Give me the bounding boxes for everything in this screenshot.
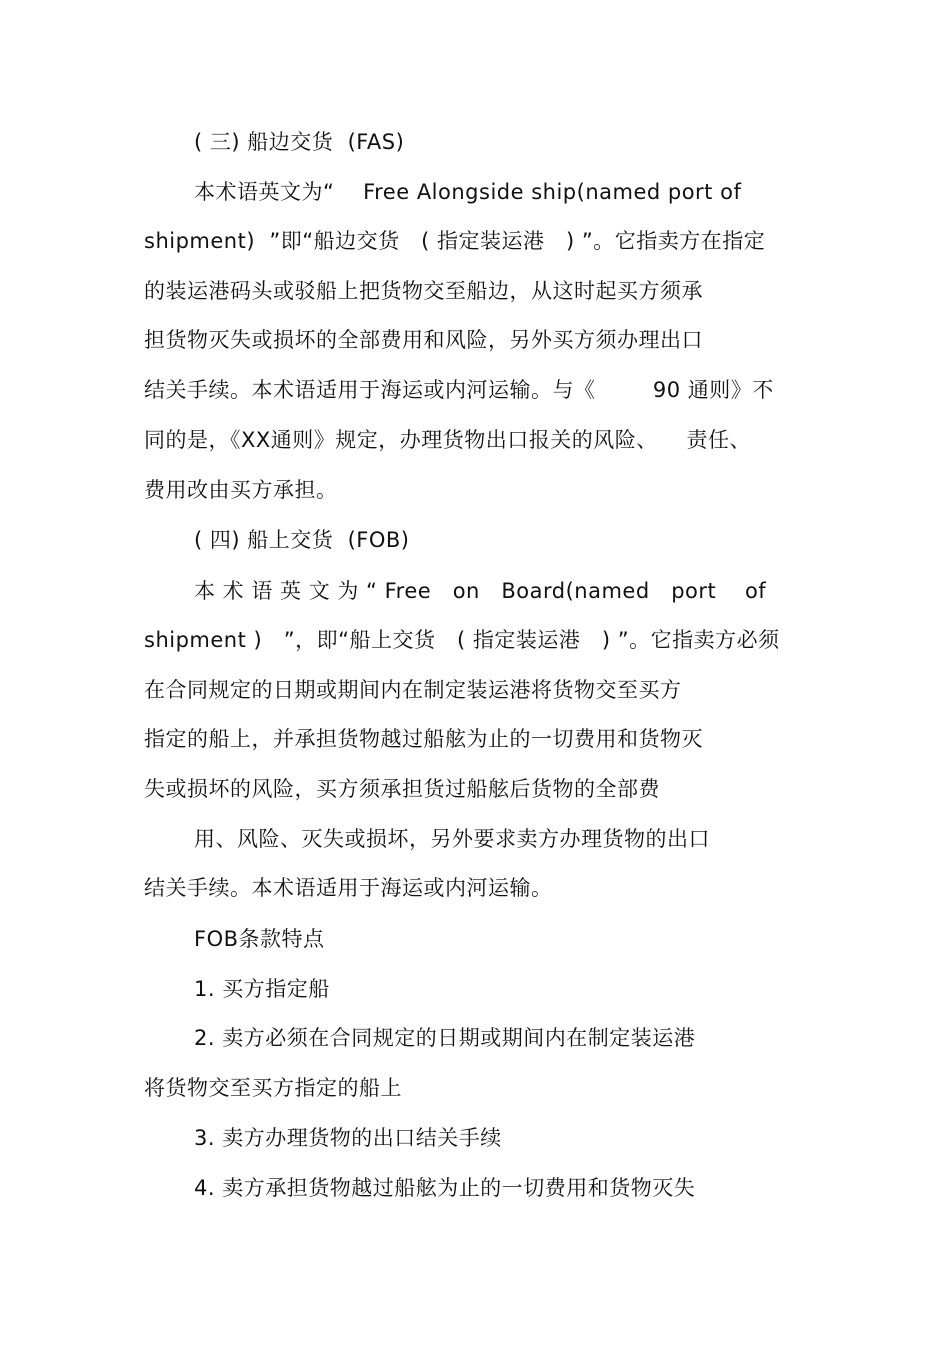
list-item: 4. 卖方承担货物越过船舷为止的一切费用和货物灭失 [194, 1176, 696, 1200]
list-item: 1. 买方指定船 [194, 977, 330, 1001]
subheading-fob-features: FOB条款特点 [194, 927, 325, 951]
list-item-continuation: 将货物交至买方指定的船上 [144, 1076, 402, 1100]
paragraph-line: 担货物灭失或损坏的全部费用和风险，另外买方须办理出口 [144, 328, 703, 352]
paragraph-line: 结关手续。本术语适用于海运或内河运输。 [144, 876, 553, 900]
paragraph-line: 本术语英文为“ Free Alongside ship(named port of [194, 180, 742, 204]
paragraph-line: 失或损坏的风险，买方须承担货过船舷后货物的全部费 [144, 777, 660, 801]
list-item: 3. 卖方办理货物的出口结关手续 [194, 1126, 502, 1150]
paragraph-line: 在合同规定的日期或期间内在制定装运港将货物交至买方 [144, 678, 682, 702]
paragraph-line: 的装运港码头或驳船上把货物交至船边，从这时起买方须承 [144, 279, 703, 303]
paragraph-line: shipment) ”即“船边交货 ( 指定装运港 ) ”。它指卖方在指定 [144, 229, 766, 253]
paragraph-line: 指定的船上，并承担货物越过船舷为止的一切费用和货物灭 [144, 727, 703, 751]
section-heading-fob: ( 四) 船上交货 (FOB) [194, 528, 410, 552]
paragraph-line: 同的是，《XX通则》规定，办理货物出口报关的风险、 责任、 [144, 428, 751, 452]
list-item: 2. 卖方必须在合同规定的日期或期间内在制定装运港 [194, 1026, 696, 1050]
paragraph-line: 费用改由买方承担。 [144, 478, 338, 502]
paragraph-line: 用、风险、灭失或损坏，另外要求卖方办理货物的出口 [194, 827, 710, 851]
section-heading-fas: ( 三) 船边交货 (FAS) [194, 130, 405, 154]
paragraph-line: shipment ) ”，即“船上交货 ( 指定装运港 ) ”。它指卖方必须 [144, 628, 780, 652]
paragraph-line: 结关手续。本术语适用于海运或内河运输。与《 90 通则》不 [144, 378, 774, 402]
paragraph-line: 本 术 语 英 文 为 “ Free on Board(named port of [194, 579, 767, 603]
